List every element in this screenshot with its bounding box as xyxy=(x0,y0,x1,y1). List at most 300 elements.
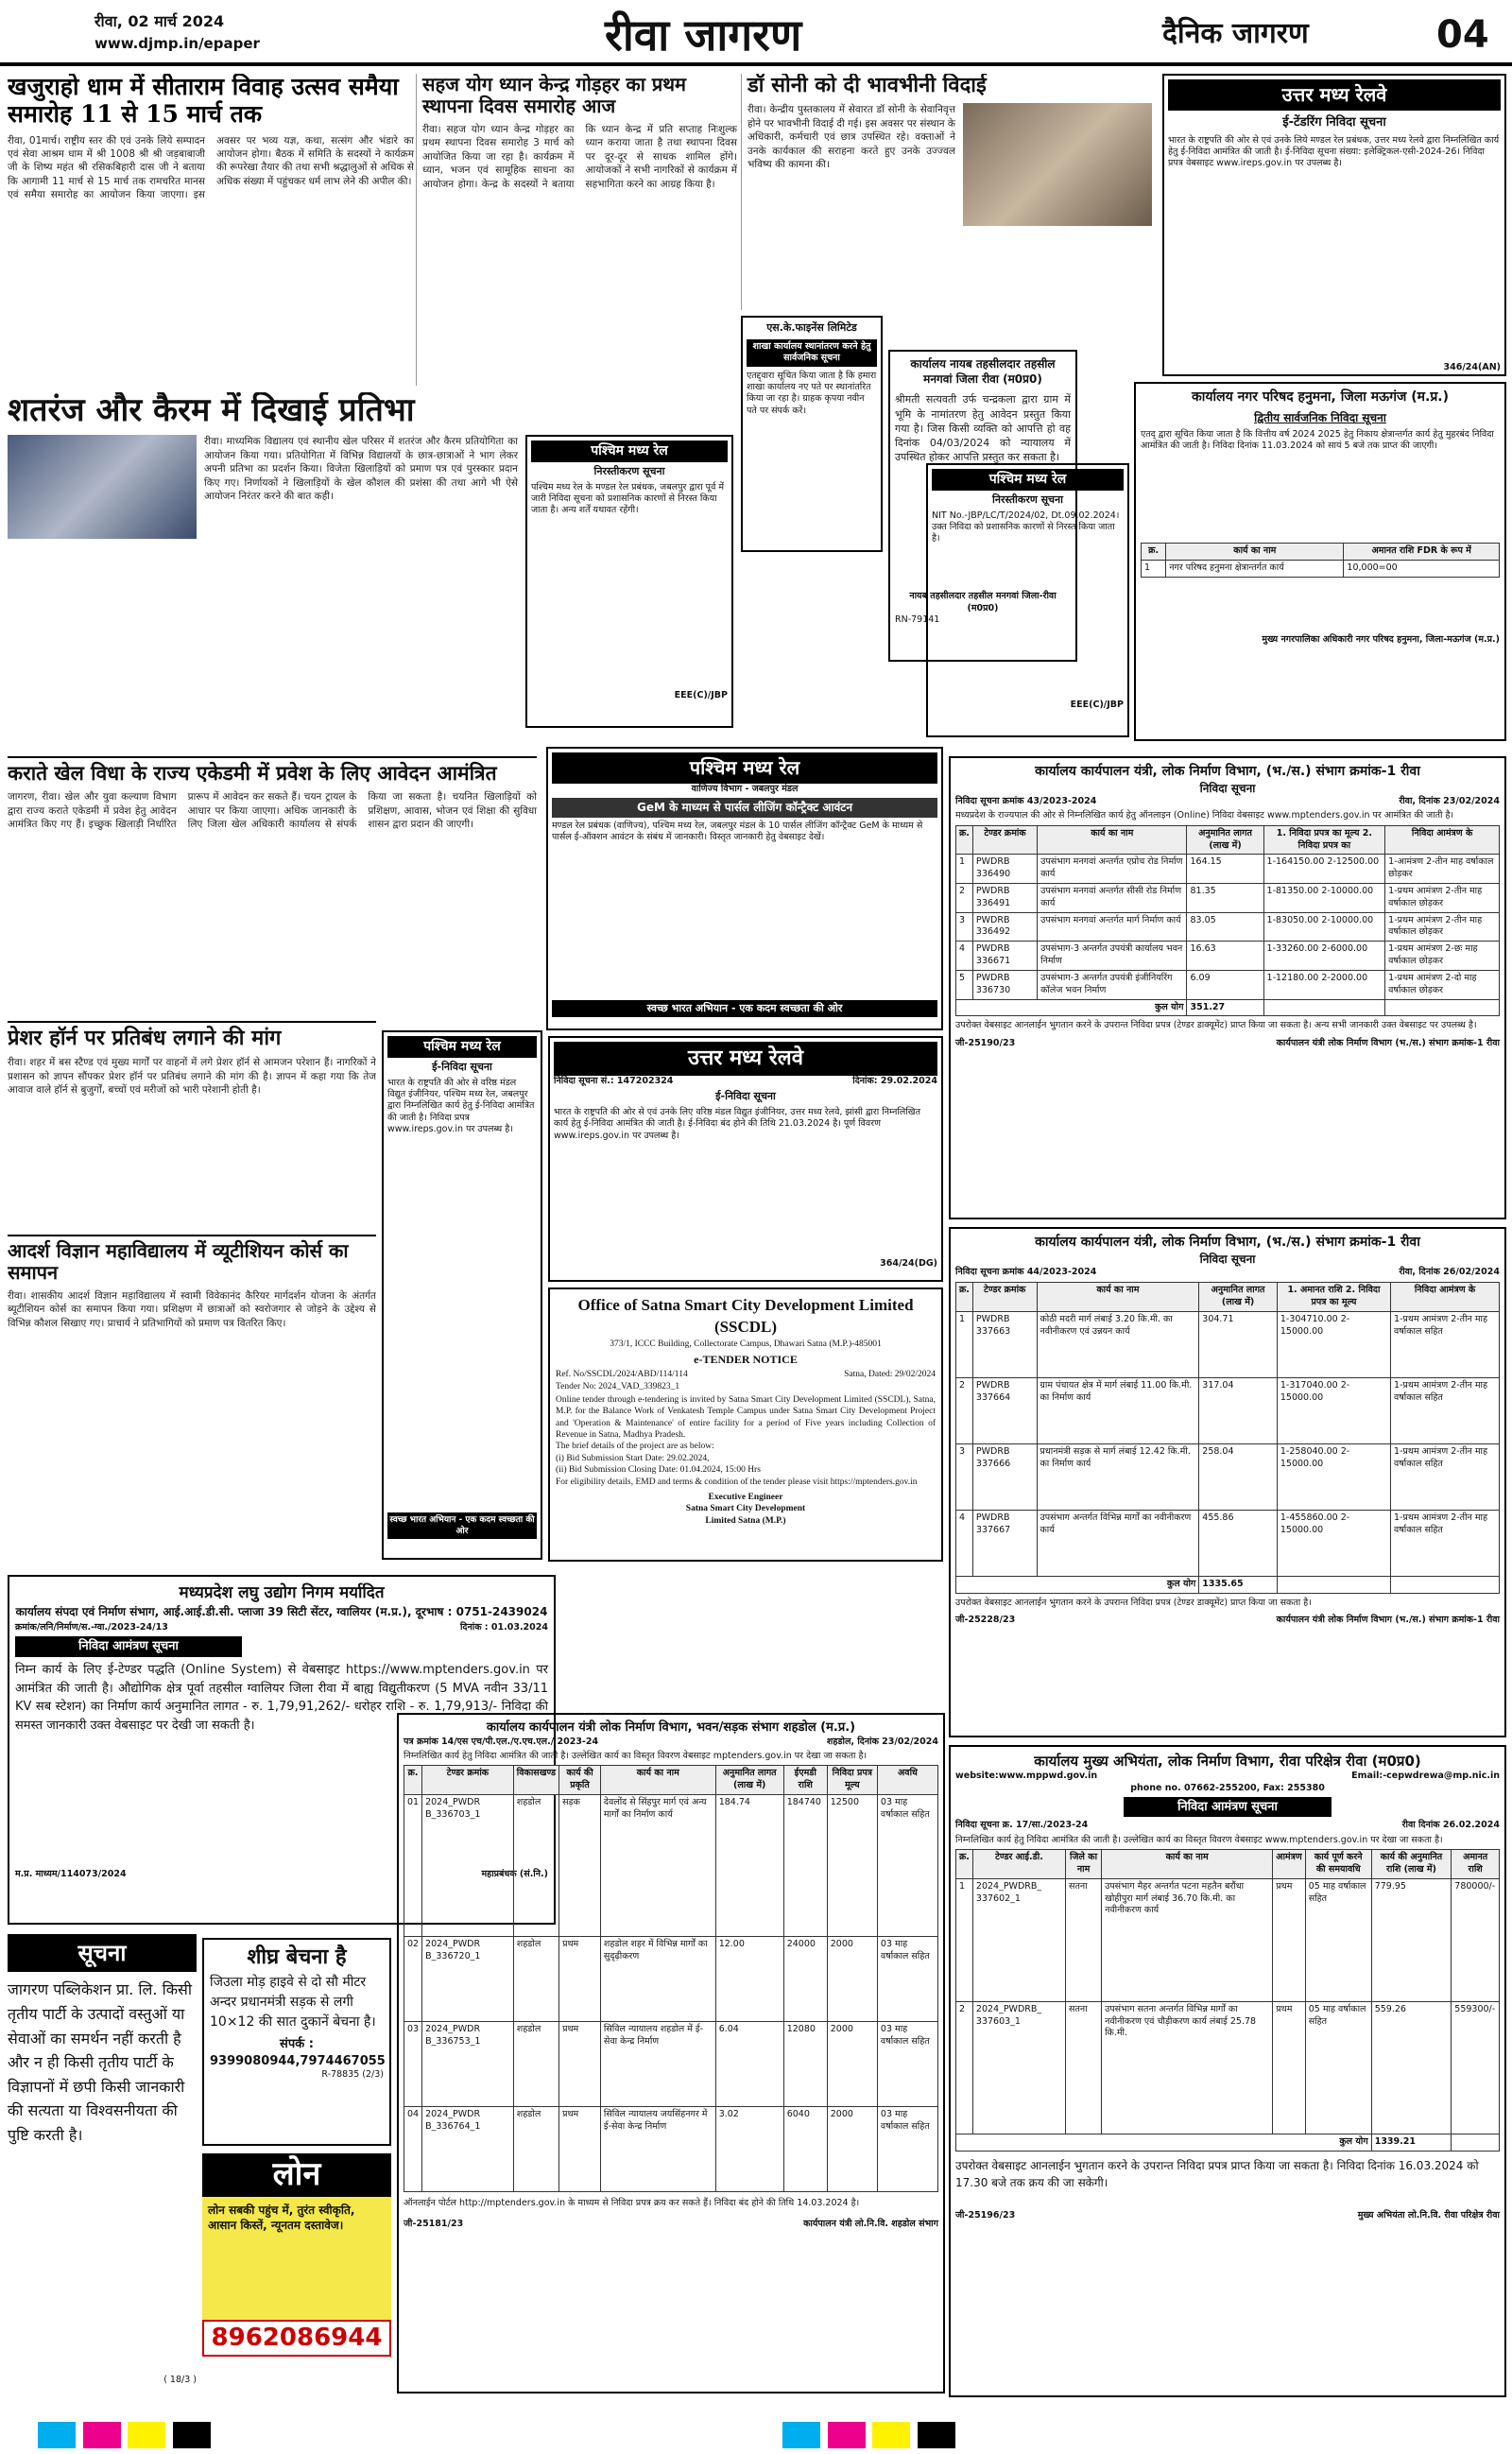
cell: प्रथम xyxy=(1273,1878,1306,2001)
ad-title: निविदा आमंत्रण सूचना xyxy=(15,1636,242,1657)
contact-number[interactable]: 9399080944,7974467055 xyxy=(210,2053,386,2068)
newspaper-brand-secondary: दैनिक जागरण xyxy=(1162,17,1309,50)
col-header: कार्य का नाम xyxy=(1038,825,1187,855)
ad-pwd-chief-engineer-rewa xyxy=(949,1745,1506,2397)
cell: 2024_PWDR B_336764_1 xyxy=(422,2106,514,2191)
col-header: कार्य की अनुमानित राशि (लाख में) xyxy=(1371,1850,1452,1879)
cell: 1-304710.00 2-15000.00 xyxy=(1277,1312,1390,1378)
table-row xyxy=(956,1312,1500,1378)
cell: 6.09 xyxy=(1187,970,1263,999)
total-value: 1335.65 xyxy=(1199,1577,1278,1594)
notice-ref: ( 18/3 ) xyxy=(163,2375,197,2386)
ad-body: एतद्द्वारा सूचित किया जाता है कि हमारा शाखा कार्यालय नए पते पर स्थानांतरित किया जा रहा है। ग्राहक कृपया नवीन पते पर संपर्क करें। xyxy=(747,370,877,416)
cell: 1-आमंत्रण 2-तीन माह वर्षाकाल छोड़कर xyxy=(1385,855,1500,884)
cell: सिविल न्यायालय जयसिंहनगर में ई-सेवा केन्द्र निर्माण xyxy=(600,2106,715,2191)
table-row xyxy=(956,912,1500,942)
article-body: जागरण, रीवा। खेल और युवा कल्याण विभाग द्वारा राज्य कराते एकेडमी में प्रवेश हेतु आवेदन आमंत्रित किए गए हैं। इच्छुक खिलाड़ी निर्धारित प्रारूप में आवेदन कर सकते हैं। चयन ट्रायल के आधार पर किया जाएगा। अधिक जानकारी के लिए जिला खेल अधिकारी कार्यालय से संपर्क किया जा सकता है। चयनित खिलाड़ियों को प्रशिक्षण, आवास, भोजन एवं शिक्षा की सुविधा शासन द्वारा प्रदान की जाएगी। xyxy=(8,791,537,831)
color-swatch xyxy=(782,2422,820,2448)
ad-body: भारत के राष्ट्रपति की ओर से एवं उनके लिये मण्डल रेल प्रबंधक, उत्तर मध्य रेलवे द्वारा निम्नलिखित कार्य हेतु ई-निविदा आमंत्रित की जाती है। ई-निविदा सूचना संख्या: इलेक्ट्रिकल-एसी-2024-26। निविदा प्रपत्र वेबसाइट www.ireps.gov.in पर उपलब्ध है। xyxy=(1168,134,1500,169)
cell: 16.63 xyxy=(1187,942,1263,971)
article-body: रीवा, 01मार्च। राष्ट्रीय स्तर की एवं उनके लिये सम्पादन एवं सेवा आश्रम धाम में श्री 1008 श्री श्री जड़बाबाजी जी के शिष्य महंत श्री रसिकबिहारी दास जी ने बताया कि आगामी 11 मार्च से 15 मार्च तक रामचरित मानस एवं समैया समारोह का आयोजन किया जाएगा। इस अवसर पर भव्य यज्ञ, कथा, सत्संग और भंडारे का आयोजन होगा। बैठक में समिति के सदस्यों ने कार्यक्रम की रूपरेखा तैयार की तथा सभी श्रद्धालुओं से अधिक से अधिक संख्या में पहुंचकर धर्म लाभ लेने की अपील की। xyxy=(8,134,414,201)
ad-body: Online tender through e-tendering is invited by Satna Smart City Development Limited (SSCDL), Satna, M.P. for the Balance Work of Venkatesh Temple Campus under Satna Smart City Development Project and 'Operation & Maintenance' of entire facility for a period of Five years including Collection of Revenue in Satna, Madhya Pradesh. xyxy=(556,1395,936,1441)
ad-ref: जी-25181/23 xyxy=(404,2219,464,2230)
notice-number: निविदा सूचना सं.: 147202324 xyxy=(554,1075,674,1086)
cell: 1-164150.00 2-12500.00 xyxy=(1263,855,1385,884)
cell: 2024_PWDR B_336703_1 xyxy=(422,1794,514,1936)
cell: 455.86 xyxy=(1199,1511,1278,1577)
ad-body: पश्चिम मध्य रेल के मण्डल रेल प्रबंधक, जबलपुर द्वारा पूर्व में जारी निविदा सूचना को प्रशासनिक कारणों से निरस्त किया जाता है। अन्य शर्तें यथावत रहेंगी। xyxy=(531,481,725,516)
ad-org: एस.के.फाइनेंस लिमिटेड xyxy=(766,321,857,334)
cell: उपसंभाग मनगवां अन्तर्गत मार्ग निर्माण कार्य xyxy=(1038,912,1187,942)
cell: 184.74 xyxy=(715,1794,783,1936)
ad-sign: महाप्रबंधक (सं.नि.) xyxy=(481,1869,548,1880)
ad-shops-for-sale xyxy=(202,1938,391,2146)
cell: 1-प्रथम आमंत्रण 2-दो माह वर्षाकाल छोड़कर xyxy=(1385,970,1500,999)
ad-body: जिउला मोड़ हाइवे से दो सौ मीटर अन्दर प्रधानमंत्री सड़क से लगी 10×12 की सात दुकानें बेचना है। xyxy=(210,1975,376,2031)
ad-wcr-gem xyxy=(546,747,943,1030)
ad-title: ई-निविदा सूचना xyxy=(715,1090,776,1103)
ad-sign: कार्यपालन यंत्री लोक निर्माण विभाग (भ./स.) संभाग क्रमांक-1 रीवा xyxy=(1276,1037,1500,1048)
article-body: रीवा। शासकीय आदर्श विज्ञान महाविद्यालय में स्वामी विवेकानंद कैरियर मार्गदर्शन योजना के अंतर्गत ब्यूटीशियन कोर्स का समापन किया गया। प्रशिक्षण में छात्राओं को स्वरोजगार से जोड़ने के उद्देश्य से विभिन्न कौशल सिखाए गए। प्राचार्य ने प्रतिभागियों को प्रमाण पत्र वितरित किए। xyxy=(8,1290,376,1329)
cell: 5 xyxy=(956,970,973,999)
col-header: ईएमडी राशि xyxy=(783,1766,827,1795)
total-value: 351.27 xyxy=(1187,999,1263,1016)
notice-date: रीवा, दिनांक 26/02/2024 xyxy=(1399,1267,1500,1278)
table-row xyxy=(956,970,1500,999)
ad-ref: EEE(C)/JBP xyxy=(1070,699,1124,710)
cell: प्रथम xyxy=(559,2021,601,2106)
cell: 2024_PWDRB_ 337602_1 xyxy=(972,1878,1065,2001)
cell: उपसंभाग मनगवां अन्तर्गत एप्रोच रोड निर्माण कार्य xyxy=(1038,855,1187,884)
col-header: विकासखण्ड xyxy=(513,1766,558,1795)
cell: 1-455860.00 2-15000.00 xyxy=(1277,1511,1390,1577)
page-number: 04 xyxy=(1436,13,1489,57)
ad-ref: जी-25190/23 xyxy=(955,1037,1016,1048)
col-header: अमानत राशि FDR के रूप में xyxy=(1344,544,1500,561)
cell: शहडोल xyxy=(513,1936,558,2021)
table-row xyxy=(956,1444,1500,1511)
col-header: टेण्डर क्रमांक xyxy=(972,825,1037,855)
color-swatch xyxy=(828,2422,866,2448)
col-header: टेण्डर क्रमांक xyxy=(972,1283,1037,1312)
cell: 03 माह वर्षाकाल सहित xyxy=(877,2106,937,2191)
cell: 2000 xyxy=(827,1936,877,2021)
article-khajuraho xyxy=(8,74,414,386)
ref-number: क्रमांक/लनि/निर्माण/स.-ग्वा./2023-24/13 xyxy=(15,1622,168,1633)
ad-sign: मुख्य अभियंता लो.नि.वि. रीवा परिक्षेत्र रीवा xyxy=(1357,2209,1500,2221)
cell: 6.04 xyxy=(715,2021,783,2106)
color-swatch xyxy=(83,2422,121,2448)
cell: 1-33260.00 2-6000.00 xyxy=(1263,942,1385,971)
cell: 10,000=00 xyxy=(1344,560,1500,577)
col-header: कार्य का नाम xyxy=(1037,1283,1199,1312)
cell: सतना xyxy=(1066,1878,1102,2001)
total-value: 1339.21 xyxy=(1371,2134,1452,2151)
ad-body: निम्न कार्य के लिए ई-टेण्डर पद्धति (Online System) से वेबसाइट https://www.mptenders.gov.in पर आमंत्रित की जाती है। औद्योगिक क्षेत्र पूर्वा तहसील ग्वालियर जिला रीवा में बाह्य विद्युतीकरण (5 MVA नवीन 33/11 KV सब स्टेशन) का निर्माण कार्य अनुमानित लागत - रु. 1,79,91,262/- धरोहर राशि - रु. 1,79,913/- निविदा की समस्त जानकारी उक्त वेबसाइट पर देखी जा सकती है। xyxy=(15,1663,548,1733)
ad-org: पश्चिम मध्य रेल xyxy=(932,469,1124,491)
cell: सड़क xyxy=(559,1794,601,1936)
cell: 01 xyxy=(404,1794,422,1936)
col-header: अमानत राशि xyxy=(1452,1850,1500,1879)
cell: 03 माह वर्षाकाल सहित xyxy=(877,1936,937,2021)
ad-footer: उपरोक्त वेबसाइट आनलाईन भुगतान करने के उपरान्त निविदा प्रपत्र (टेण्डर डाक्यूमेंट) प्राप्त किया जा सकता है। xyxy=(955,1597,1312,1608)
cell: प्रथम xyxy=(559,2106,601,2191)
cell: ग्राम पंचायत क्षेत्र में मार्ग लंबाई 11.00 कि.मी. का निर्माण कार्य xyxy=(1037,1378,1199,1444)
cell: PWDRB 337663 xyxy=(972,1312,1037,1378)
ad-northern-railway xyxy=(1162,74,1506,376)
ad-footer: उपरोक्त वेबसाइट आनलाईन भुगतान करने के उपरान्त निविदा प्रपत्र प्राप्त किया जा सकता है। निविदा दिनांक 16.03.2024 को 17.30 बजे तक क्रय की जा सकेगी। xyxy=(955,2158,1479,2189)
cell: 83.05 xyxy=(1187,912,1263,942)
cell: 12.00 xyxy=(715,1936,783,2021)
article-karate-academy xyxy=(8,756,537,1011)
cell: 1 xyxy=(956,1312,973,1378)
table-row xyxy=(956,1878,1500,2001)
cell: शहडोल xyxy=(513,2021,558,2106)
notice-title: सूचना xyxy=(8,1934,197,1972)
loan-body: लोन सबकी पहुंच में, तुरंत स्वीकृति, आसान किस्तें, न्यूनतम दस्तावेज। xyxy=(202,2197,391,2320)
ad-wcr-e-tender xyxy=(382,1030,542,1560)
table-row xyxy=(404,2106,938,2191)
cell: PWDRB 336491 xyxy=(972,884,1037,913)
col-header: अनुमानित लागत (लाख में) xyxy=(1187,825,1263,855)
cell: शहडोल xyxy=(513,1794,558,1936)
cell: 03 माह वर्षाकाल सहित xyxy=(877,2021,937,2106)
col-header: कार्य का नाम xyxy=(1166,544,1344,561)
color-swatch xyxy=(38,2422,76,2448)
cell: उपसंभाग-3 अन्तर्गत उपयंत्री कार्यालय भवन निर्माण xyxy=(1038,942,1187,971)
cell: 1-83050.00 2-10000.00 xyxy=(1263,912,1385,942)
ad-address: 373/1, ICCC Building, Collectorate Campus, Dhawari Satna (M.P.)-485001 xyxy=(610,1339,882,1349)
ad-ref: RN-79141 xyxy=(895,614,940,626)
cell: प्रथम xyxy=(1273,2001,1306,2134)
ad-sub: वाणिज्य विभाग - जबलपुर मंडल xyxy=(691,784,799,794)
ad-title: निविदा आमंत्रण सूचना xyxy=(1124,1797,1332,1818)
col-header: अनुमानित लागत (लाख में) xyxy=(715,1766,783,1795)
ad-nagar-parishad xyxy=(1134,382,1506,741)
cell: 3.02 xyxy=(715,2106,783,2191)
cell: 12500 xyxy=(827,1794,877,1936)
ad-title: ई-निविदा सूचना xyxy=(432,1060,492,1073)
notice-date: शहडोल, दिनांक 23/02/2024 xyxy=(826,1736,938,1747)
ad-body: भारत के राष्ट्रपति की ओर से एवं उनके लिए वरिष्ठ मंडल विद्युत इंजीनियर, उत्तर मध्य रेलवे, झांसी द्वारा निम्नलिखित कार्य हेतु ई-निविदा आमंत्रित की जाती है। ई-निविदा बंद होने की तिथि 21.03.2024 है। पूर्ण विवरण www.ireps.gov.in पर उपलब्ध है। xyxy=(554,1106,920,1141)
cell: सिविल न्यायालय शहडोल में ई-सेवा केन्द्र निर्माण xyxy=(600,2021,715,2106)
article-beautician-course xyxy=(8,1235,376,1565)
col-header: अवधि xyxy=(877,1766,937,1795)
ad-intro: निम्नलिखित कार्य हेतु निविदा आमंत्रित की जाती है। उल्लेखित कार्य का विस्तृत विवरण वेबसाइट mptenders.gov.in पर देखा जा सकता है। xyxy=(404,1750,868,1761)
loan-phone[interactable]: 8962086944 xyxy=(202,2320,391,2357)
cell: 05 माह वर्षाकाल सहित xyxy=(1305,2001,1371,2134)
cell: 03 xyxy=(404,2021,422,2106)
ad-org: उत्तर मध्य रेलवे xyxy=(554,1042,937,1076)
cell: उपसंभाग अन्तर्गत विभिन्न मार्गों का नवीनीकरण कार्य xyxy=(1037,1511,1199,1577)
cell: 2 xyxy=(956,1378,973,1444)
cell: 2024_PWDR B_336720_1 xyxy=(422,1936,514,2021)
ad-body: मण्डल रेल प्रबंधक (वाणिज्य), पश्चिम मध्य रेल, जबलपुर मंडल के 10 पार्सल लीजिंग कॉन्ट्रैक्ट GeM के माध्यम से पार्सल ई-ऑक्शन आवंटन के संबंध में जानकारी। विस्तृत जानकारी हेतु वेबसाइट देखें। xyxy=(552,820,923,842)
total-label: कुल योग xyxy=(956,999,1187,1016)
ad-sign: नायब तहसीलदार तहसील मनगवां जिला-रीवा (म0प्र0) xyxy=(909,591,1057,614)
ad-email[interactable]: Email:-cepwdrewa@mp.nic.in xyxy=(1351,1771,1500,1782)
ad-ref: 346/24(AN) xyxy=(1443,361,1501,372)
farewell-photo xyxy=(963,103,1152,226)
color-swatch xyxy=(128,2422,165,2448)
table-row xyxy=(404,1794,938,1936)
col-header: जिले का नाम xyxy=(1066,1850,1102,1879)
ad-sk-finance xyxy=(741,316,883,552)
tender-table xyxy=(404,1765,938,2192)
ad-address: कार्यालय संपदा एवं निर्माण संभाग, आई.आई.डी.सी. प्लाजा 39 सिटी सेंटर, ग्वालियर (म.प्र.), दूरभाष : 0751-2439024 xyxy=(15,1604,548,1618)
ad-body: एतद् द्वारा सूचित किया जाता है कि वित्तीय वर्ष 2024 2025 हेतु निकाय क्षेत्रान्तर्गत कार्य हेतु मुहरबंद निविदा आमंत्रित की जाती है। निविदा दिनांक 11.03.2024 को सायं 5 बजे तक प्राप्त की जाएगी। xyxy=(1141,429,1494,452)
notice-date: दिनांक : 01.03.2024 xyxy=(459,1622,548,1633)
sign-line-3: Limited Satna (M.P.) xyxy=(705,1515,786,1526)
tender-number: Tender No: 2024_VAD_339823_1 xyxy=(556,1381,680,1391)
cell: 1-प्रथम आमंत्रण 2-तीन माह वर्षाकाल सहित xyxy=(1391,1378,1500,1444)
ad-title: निविदा सूचना xyxy=(1199,781,1256,795)
cell: 1-प्रथम आमंत्रण 2-तीन माह वर्षाकाल छोड़कर xyxy=(1385,884,1500,913)
col-header: क्र. xyxy=(956,1283,973,1312)
headline: सहज योग ध्यान केन्द्र गोड़हर का प्रथम स्थापना दिवस समारोह आज xyxy=(422,74,686,117)
sign-line-1: Executive Engineer xyxy=(708,1492,783,1502)
cell: 2000 xyxy=(827,2021,877,2106)
col-header: निविदा प्रपत्र मूल्य xyxy=(827,1766,877,1795)
ad-title: ई-टेंडरिंग निविदा सूचना xyxy=(1282,115,1386,130)
total-label: कुल योग xyxy=(956,1577,1199,1594)
ad-title: निरस्तीकरण सूचना xyxy=(992,493,1063,506)
article-dr-soni xyxy=(741,74,1157,310)
article-pressure-horn xyxy=(8,1021,376,1229)
sign-line-2: Satna Smart City Development xyxy=(685,1504,806,1514)
cell: 779.95 xyxy=(1371,1878,1452,2001)
ad-phone: phone no. 07662-255200, Fax: 255380 xyxy=(1130,1782,1325,1793)
color-swatch xyxy=(872,2422,910,2448)
cell: PWDRB 336492 xyxy=(972,912,1037,942)
ad-intro: मध्यप्रदेश के राज्यपाल की ओर से निम्नलिखित कार्य हेतु ऑनलाइन (Online) निविदा वेबसाइट www.mptenders.gov.in पर आमंत्रित की जाती है। xyxy=(955,810,1454,821)
notice-number: निविदा सूचना क्र. 17/सा./2023-24 xyxy=(955,1820,1089,1831)
cell: 02 xyxy=(404,1936,422,2021)
tender-table xyxy=(955,1282,1500,1593)
eligibility-note: For eligibility details, EMD and terms & condition of the tender please visit https://mptenders.gov.in xyxy=(556,1477,918,1487)
ad-intro: निम्नलिखित कार्य हेतु निविदा आमंत्रित की जाती है। उल्लेखित कार्य का विस्तृत विवरण वेबसाइट www.mptenders.gov.in पर देखा जा सकता है। xyxy=(955,1834,1443,1845)
ad-wcr-cancellation-2 xyxy=(926,463,1129,737)
ad-pwd-shahdol xyxy=(397,1713,945,2394)
cell: 1-प्रथम आमंत्रण 2-छः माह वर्षाकाल छोड़कर xyxy=(1385,942,1500,971)
total-row xyxy=(956,1577,1500,1594)
cell: उपसंभाग सतना अन्तर्गत विभिन्न मार्गों का नवीनीकरण एवं चौड़ीकरण कार्य लंबाई 25.78 कि.मी. xyxy=(1102,2001,1273,2134)
swachh-banner: स्वच्छ भारत अभियान - एक कदम स्वच्छता की ओर xyxy=(387,1512,537,1539)
ad-footer: उपरोक्त वेबसाइट आनलाईन भुगतान करने के उपरान्त निविदा प्रपत्र (टेण्डर डाक्यूमेंट) प्राप्त किया जा सकता है। अन्य सभी जानकारी उक्त वेबसाइट पर उपलब्ध है। xyxy=(955,1020,1477,1031)
ad-wcr-cancellation-1 xyxy=(525,435,733,728)
cell: 4 xyxy=(956,942,973,971)
col-header: कार्य का नाम xyxy=(600,1766,715,1795)
notice-number: निविदा सूचना क्रमांक 43/2023-2024 xyxy=(955,796,1097,807)
notice-body: जागरण पब्लिकेशन प्रा. लि. किसी तृतीय पार्टी के उत्पादों वस्तुओं या सेवाओं का समर्थन नहीं करती है और न ही किसी तृतीय पार्टी के विज्ञापनों में छपी किसी जानकारी की सत्यता या विश्वसनीयता की पुष्टि करती है। xyxy=(8,1980,192,2144)
ad-sign: कार्यपालन यंत्री लो.नि.वि. शहडोल संभाग xyxy=(803,2219,938,2230)
cell: 81.35 xyxy=(1187,884,1263,913)
article-sahaj-yog xyxy=(416,74,737,386)
cell: 12080 xyxy=(783,2021,827,2106)
newspaper-brand: रीवा जागरण xyxy=(605,9,802,60)
epaper-link[interactable]: www.djmp.in/epaper xyxy=(94,35,260,52)
table-row xyxy=(404,1936,938,2021)
masthead xyxy=(0,0,1512,66)
headline: प्रेशर हॉर्न पर प्रतिबंध लगाने की मांग xyxy=(8,1026,282,1050)
cell: देवलोंद से सिंहपुर मार्ग एवं अन्य मार्गों का निर्माण कार्य xyxy=(600,1794,715,1936)
table-row xyxy=(956,1378,1500,1444)
cell: 184740 xyxy=(783,1794,827,1936)
table-row xyxy=(956,942,1500,971)
ad-org: पश्चिम मध्य रेल xyxy=(531,441,728,462)
headline: खजुराहो धाम में सीताराम विवाह उत्सव समैया समारोह 11 से 15 मार्च तक xyxy=(8,74,399,128)
ad-sign: कार्यपालन यंत्री लोक निर्माण विभाग (भ./स.) संभाग क्रमांक-1 रीवा xyxy=(1276,1615,1500,1626)
bid-start: (i) Bid Submission Start Date: 29.02.2024, xyxy=(556,1453,710,1463)
col-header: क्र. xyxy=(956,1850,973,1879)
ad-ref: R-78835 (2/3) xyxy=(321,2069,384,2081)
cell: 780000/- xyxy=(1452,1878,1500,2001)
dates-title: The brief details of the project are as below: xyxy=(556,1442,714,1452)
ad-org: कार्यालय कार्यपालन यंत्री लोक निर्माण विभाग, भवन/सड़क संभाग शहडोल (म.प्र.) xyxy=(486,1720,856,1735)
ad-satna-smart-city xyxy=(548,1287,943,1562)
cell: 03 माह वर्षाकाल सहित xyxy=(877,1794,937,1936)
table-row xyxy=(956,855,1500,884)
ad-org: कार्यालय कार्यपालन यंत्री, लोक निर्माण विभाग, (भ./स.) संभाग क्रमांक-1 रीवा xyxy=(1035,1235,1420,1250)
notice-disclaimer xyxy=(8,1934,197,2407)
cell: PWDRB 337664 xyxy=(972,1378,1037,1444)
ad-ref: म.प्र. माध्यम/114073/2024 xyxy=(15,1869,127,1880)
ad-org: मध्यप्रदेश लघु उद्योग निगम मर्यादित xyxy=(179,1583,385,1602)
ad-title: कार्यालय नायब तहसीलदार तहसील मनगवां जिला रीवा (म0प्र0) xyxy=(910,357,1056,387)
headline: कराते खेल विधा के राज्य एकेडमी में प्रवेश के लिए आवेदन आमंत्रित xyxy=(8,761,497,785)
cell: 1-12180.00 2-2000.00 xyxy=(1263,970,1385,999)
col-header: आमंत्रण xyxy=(1273,1850,1306,1879)
article-body: रीवा। माध्यमिक विद्यालय एवं स्थानीय खेल परिसर में शतरंज और कैरम प्रतियोगिता का आयोजन किया गया। प्रतियोगिता में विभिन्न विद्यालयों के छात्र-छात्राओं ने भाग लेकर अपनी प्रतिभा का प्रदर्शन किया। विजेता खिलाड़ियों को प्रमाण पत्र एवं पुरस्कार प्रदान किए गए। निर्णायकों ने खिलाड़ियों के खेल कौशल की प्रशंसा की तथा आगे भी ऐसे आयोजन निरंतर करने की बात कही। xyxy=(204,436,518,503)
cell: 2 xyxy=(956,884,973,913)
notice-date: रीवा दिनांक 26.02.2024 xyxy=(1401,1820,1500,1831)
cell: 4 xyxy=(956,1511,973,1577)
cell: 3 xyxy=(956,912,973,942)
cell: 2000 xyxy=(827,2106,877,2191)
table-row xyxy=(404,2021,938,2106)
loan-title: लोन xyxy=(202,2153,391,2197)
cell: 1 xyxy=(956,1878,973,2001)
ad-org: कार्यालय नगर परिषद हनुमना, जिला मऊगंज (म.प्र.) xyxy=(1191,389,1449,405)
cell: 2 xyxy=(956,2001,973,2134)
ad-title: निविदा सूचना xyxy=(1199,1252,1256,1266)
cell: 559.26 xyxy=(1371,2001,1452,2134)
total-row xyxy=(956,2134,1500,2151)
cell: PWDRB 337666 xyxy=(972,1444,1037,1511)
ad-org: पश्चिम मध्य रेल xyxy=(552,752,937,784)
col-header: 1. निविदा प्रपत्र का मूल्य 2. निविदा प्रपत्र का xyxy=(1263,825,1385,855)
cell: नगर परिषद हनुमना क्षेत्रान्तर्गत कार्य xyxy=(1166,560,1344,577)
col-header: क्र. xyxy=(404,1766,422,1795)
ad-title: e-TENDER NOTICE xyxy=(694,1353,798,1367)
cell: 04 xyxy=(404,2106,422,2191)
col-header: निविदा आमंत्रण के xyxy=(1385,825,1500,855)
cell: 05 माह वर्षाकाल सहित xyxy=(1305,1878,1371,2001)
issue-date: रीवा, 02 मार्च 2024 xyxy=(94,12,225,30)
col-header: क्र. xyxy=(956,825,973,855)
ad-body: भारत के राष्ट्रपति की ओर से वरिष्ठ मंडल विद्युत इंजीनियर, पश्चिम मध्य रेल, जबलपुर द्वारा निम्नलिखित कार्य हेतु ई-निविदा आमंत्रित की जाती है। निविदा प्रपत्र www.ireps.gov.in पर उपलब्ध है। xyxy=(387,1077,535,1135)
cell: शहडोल शहर में विभिन्न मार्गों का सुदृढ़ीकरण xyxy=(600,1936,715,2021)
cell: 1-प्रथम आमंत्रण 2-तीन माह वर्षाकाल सहित xyxy=(1391,1511,1500,1577)
cell: 6040 xyxy=(783,2106,827,2191)
ad-org: कार्यालय मुख्य अभियंता, लोक निर्माण विभाग, रीवा परिक्षेत्र रीवा (म0प्र0) xyxy=(1034,1753,1421,1770)
total-row xyxy=(956,999,1500,1016)
color-registration-bar xyxy=(0,2416,1512,2454)
col-header: 1. अमानत राशि 2. निविदा प्रपत्र का मूल्य xyxy=(1277,1283,1390,1312)
ad-pwd-rewa-44 xyxy=(949,1227,1506,1737)
tender-table xyxy=(1141,543,1500,578)
cell: 317.04 xyxy=(1199,1378,1278,1444)
ad-ref: EEE(C)/JBP xyxy=(674,689,728,700)
ad-loan xyxy=(202,2153,391,2380)
col-header: टेण्डर क्रमांक xyxy=(422,1766,514,1795)
col-header: टेण्डर आई.डी. xyxy=(972,1850,1065,1879)
ad-org: Office of Satna Smart City Development Limited (SSCDL) xyxy=(577,1296,914,1336)
headline: डॉ सोनी को दी भावभीनी विदाई xyxy=(747,74,987,97)
cell: सतना xyxy=(1066,2001,1102,2134)
cell: 1-प्रथम आमंत्रण 2-तीन माह वर्षाकाल सहित xyxy=(1391,1312,1500,1378)
ad-title: द्वितीय सार्वजनिक निविदा सूचना xyxy=(1254,410,1386,424)
swachh-banner: स्वच्छ भारत अभियान - एक कदम स्वच्छता की ओर xyxy=(552,1000,937,1018)
ad-website[interactable]: website:www.mppwd.gov.in xyxy=(955,1771,1098,1782)
headline: आदर्श विज्ञान महाविद्यालय में व्यूटीशियन कोर्स का समापन xyxy=(8,1239,349,1284)
tender-table xyxy=(955,1849,1500,2151)
cell: 1 xyxy=(956,855,973,884)
ad-ref: जी-25196/23 xyxy=(955,2209,1016,2221)
cell: PWDRB 337667 xyxy=(972,1511,1037,1577)
table-row xyxy=(1142,560,1500,577)
notice-number: निविदा सूचना क्रमांक 44/2023-2024 xyxy=(955,1267,1097,1278)
notice-date: दिनांक: 29.02.2024 xyxy=(852,1075,937,1086)
ad-ref: 364/24(DG) xyxy=(880,1257,937,1269)
col-header: क्र. xyxy=(1142,544,1166,561)
cell: PWDRB 336671 xyxy=(972,942,1037,971)
ad-ref: जी-25228/23 xyxy=(955,1615,1016,1626)
ad-footer: ऑनलाईन पोर्टल http://mptenders.gov.in के माध्यम से निविदा प्रपत्र क्रय कर सकते हैं। निविदा बंद होने की तिथि 14.03.2024 है। xyxy=(404,2197,860,2208)
table-row xyxy=(956,884,1500,913)
ad-title: शाखा कार्यालय स्थानांतरण करने हेतु सार्वजनिक सूचना xyxy=(747,339,877,367)
col-header: कार्य का नाम xyxy=(1102,1850,1273,1879)
notice-number: पत्र क्रमांक 14/एस एच/पी.एल./ए.एच.एल./ 2023-24 xyxy=(404,1736,599,1747)
cell: PWDRB 336490 xyxy=(972,855,1037,884)
notice-date: रीवा, दिनांक 23/02/2024 xyxy=(1399,796,1500,807)
col-header: निविदा आमंत्रण के xyxy=(1391,1283,1500,1312)
chess-photo xyxy=(8,435,197,539)
color-swatch xyxy=(173,2422,211,2448)
table-row xyxy=(956,2001,1500,2134)
bid-close: (ii) Bid Submission Closing Date: 01.04.2024, 15:00 Hrs xyxy=(556,1465,761,1476)
color-swatch xyxy=(918,2422,955,2448)
ad-title: GeM के माध्यम से पार्सल लीजिंग कॉन्ट्रैक्ट आवंटन xyxy=(552,798,937,817)
cell: 1-81350.00 2-10000.00 xyxy=(1263,884,1385,913)
cell: 1-प्रथम आमंत्रण 2-तीन माह वर्षाकाल छोड़कर xyxy=(1385,912,1500,942)
ad-pwd-rewa-43 xyxy=(949,756,1506,1219)
cell: 1-प्रथम आमंत्रण 2-तीन माह वर्षाकाल सहित xyxy=(1391,1444,1500,1511)
cell: 559300/- xyxy=(1452,2001,1500,2134)
cell: 1-317040.00 2-15000.00 xyxy=(1277,1378,1390,1444)
article-body: रीवा। केन्द्रीय पुस्तकालय में सेवारत डॉ सोनी के सेवानिवृत्त होने पर भावभीनी विदाई दी गई। इस अवसर पर संस्थान के अधिकारी, कर्मचारी एवं छात्र उपस्थित रहे। वक्ताओं ने उनके कार्यकाल की सराहना करते हुए उनके उज्ज्वल भविष्य की कामना की। xyxy=(747,104,955,171)
ad-title: शीघ्र बेचना है xyxy=(247,1944,347,1969)
ad-sign: मुख्य नगरपालिका अधिकारी नगर परिषद हनुमना, जिला-मऊगंज (म.प्र.) xyxy=(1262,633,1500,645)
ad-org: कार्यालय कार्यपालन यंत्री, लोक निर्माण विभाग, (भ./स.) संभाग क्रमांक-1 रीवा xyxy=(1035,764,1420,779)
cell: 24000 xyxy=(783,1936,827,2021)
col-header: कार्य की प्रकृति xyxy=(559,1766,601,1795)
cell: कोठी मदरी मार्ग लंबाई 3.20 कि.मी. का नवीनीकरण एवं उन्नयन कार्य xyxy=(1037,1312,1199,1378)
ad-org: पश्चिम मध्य रेल xyxy=(387,1036,537,1058)
cell: 164.15 xyxy=(1187,855,1263,884)
ad-body: श्रीमती सत्यवती उर्फ चन्द्रकला द्वारा ग्राम में भूमि के नामांतरण हेतु आवेदन प्रस्तुत किया गया है। जिस किसी व्यक्ति को आपत्ति हो वह दिनांक 04/03/2024 को न्यायालय में उपस्थित होकर आपत्ति प्रस्तुत कर सकता है। xyxy=(895,393,1071,464)
article-body: रीवा। शहर में बस स्टैण्ड एवं मुख्य मार्गों पर वाहनों में लगे प्रेशर हॉर्न से आमजन परेशान हैं। नागरिकों ने प्रशासन को ज्ञापन सौंपकर प्रेशर हॉर्न पर प्रतिबंध लगाने की मांग की है। ज्ञापन में कहा गया कि तेज आवाज वाले हॉर्न से बुजुर्गों, बच्चों एवं मरीजों को भारी परेशानी होती है। xyxy=(8,1057,376,1097)
